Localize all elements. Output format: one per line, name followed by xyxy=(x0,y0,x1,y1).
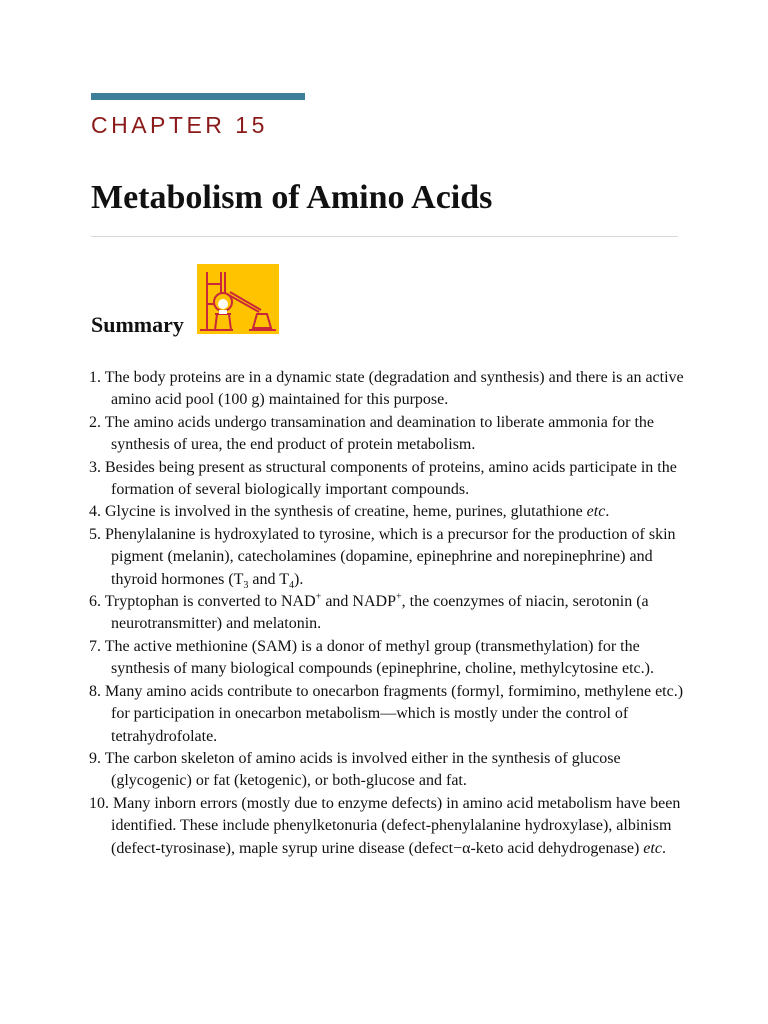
subscript: 4 xyxy=(289,579,295,591)
summary-list xyxy=(89,367,689,860)
list-item xyxy=(89,501,689,523)
list-item xyxy=(89,681,689,748)
item-tail: . xyxy=(605,503,610,521)
item-number: 10. xyxy=(89,794,109,812)
item-italic: etc xyxy=(643,839,662,857)
item-text: Many amino acids contribute to onecarbon fragments (formyl, formimino, methylene etc.) for participation in onecarbon metabolism—which is mostly under the control of tetrahydrofolate. xyxy=(105,682,684,745)
subscript: 3 xyxy=(243,579,249,591)
item-end: ). xyxy=(294,570,304,588)
item-text: Besides being present as structural components of proteins, amino acids participate in the formation of several biologically important compounds. xyxy=(105,458,677,499)
list-item xyxy=(89,591,689,636)
item-italic: etc xyxy=(586,503,606,521)
item-text: Glycine is involved in the synthesis of creatine, heme, purines, glutathione xyxy=(105,503,583,521)
title-divider xyxy=(91,236,678,237)
item-text: The amino acids undergo transamination and deamination to liberate ammonia for the synthesis of urea, the end product of protein metabolism. xyxy=(104,413,655,454)
page-title: Metabolism of Amino Acids xyxy=(91,179,493,216)
lab-apparatus-icon xyxy=(197,264,279,334)
item-number: 8. xyxy=(89,682,101,700)
item-number: 3. xyxy=(89,458,101,476)
item-number: 6. xyxy=(89,593,101,611)
item-mid: and NADP xyxy=(321,593,396,611)
list-item xyxy=(89,636,689,681)
list-item xyxy=(89,457,689,502)
item-number: 7. xyxy=(89,637,101,655)
item-mid: and T xyxy=(248,570,290,588)
list-item xyxy=(89,793,689,860)
list-item xyxy=(89,412,689,457)
item-text: The carbon skeleton of amino acids is involved either in the synthesis of glucose (glycogenic) or fat (ketogenic), or both-glucose and fat. xyxy=(104,749,621,790)
chapter-label: CHAPTER 15 xyxy=(91,112,268,138)
chapter-accent-bar xyxy=(91,93,305,100)
item-text: Phenylalanine is hydroxylated to tyrosine, which is a precursor for the production of skin pigment (melanin), catecholamines (dopamine, epinephrine and norepinephrine) and thyroid hormones (T xyxy=(105,525,676,588)
summary-heading: Summary xyxy=(91,312,184,337)
list-item xyxy=(89,748,689,793)
item-number: 5. xyxy=(89,525,101,543)
item-tail: . xyxy=(661,839,666,857)
item-text: The body proteins are in a dynamic state (degradation and synthesis) and there is an active amino acid pool (100 g) maintained for this purpose. xyxy=(104,369,684,409)
item-number: 9. xyxy=(89,749,101,767)
item-end: , the coenzymes of niacin, serotonin (a neurotransmitter) and melatonin. xyxy=(111,593,649,633)
item-number: 4. xyxy=(89,503,101,521)
item-number: 2. xyxy=(89,413,101,431)
item-text: Tryptophan is converted to NAD xyxy=(104,593,316,611)
item-number: 1. xyxy=(89,369,101,386)
item-text: Many inborn errors (mostly due to enzyme defects) in amino acid metabolism have been identified. These include phenylketonuria (defect-phenylalanine hydroxylase), albinism (defect-tyrosinase), maple syrup urine disease (defect−α-keto acid dehydrogenase) xyxy=(109,794,681,857)
list-item xyxy=(89,524,689,591)
superscript: + xyxy=(395,591,402,603)
item-text: The active methionine (SAM) is a donor of methyl group (transmethylation) for the synthesis of many biological compounds (epinephrine, choline, methylcytosine etc.). xyxy=(104,637,654,678)
superscript: + xyxy=(315,591,322,603)
list-item xyxy=(89,367,689,412)
